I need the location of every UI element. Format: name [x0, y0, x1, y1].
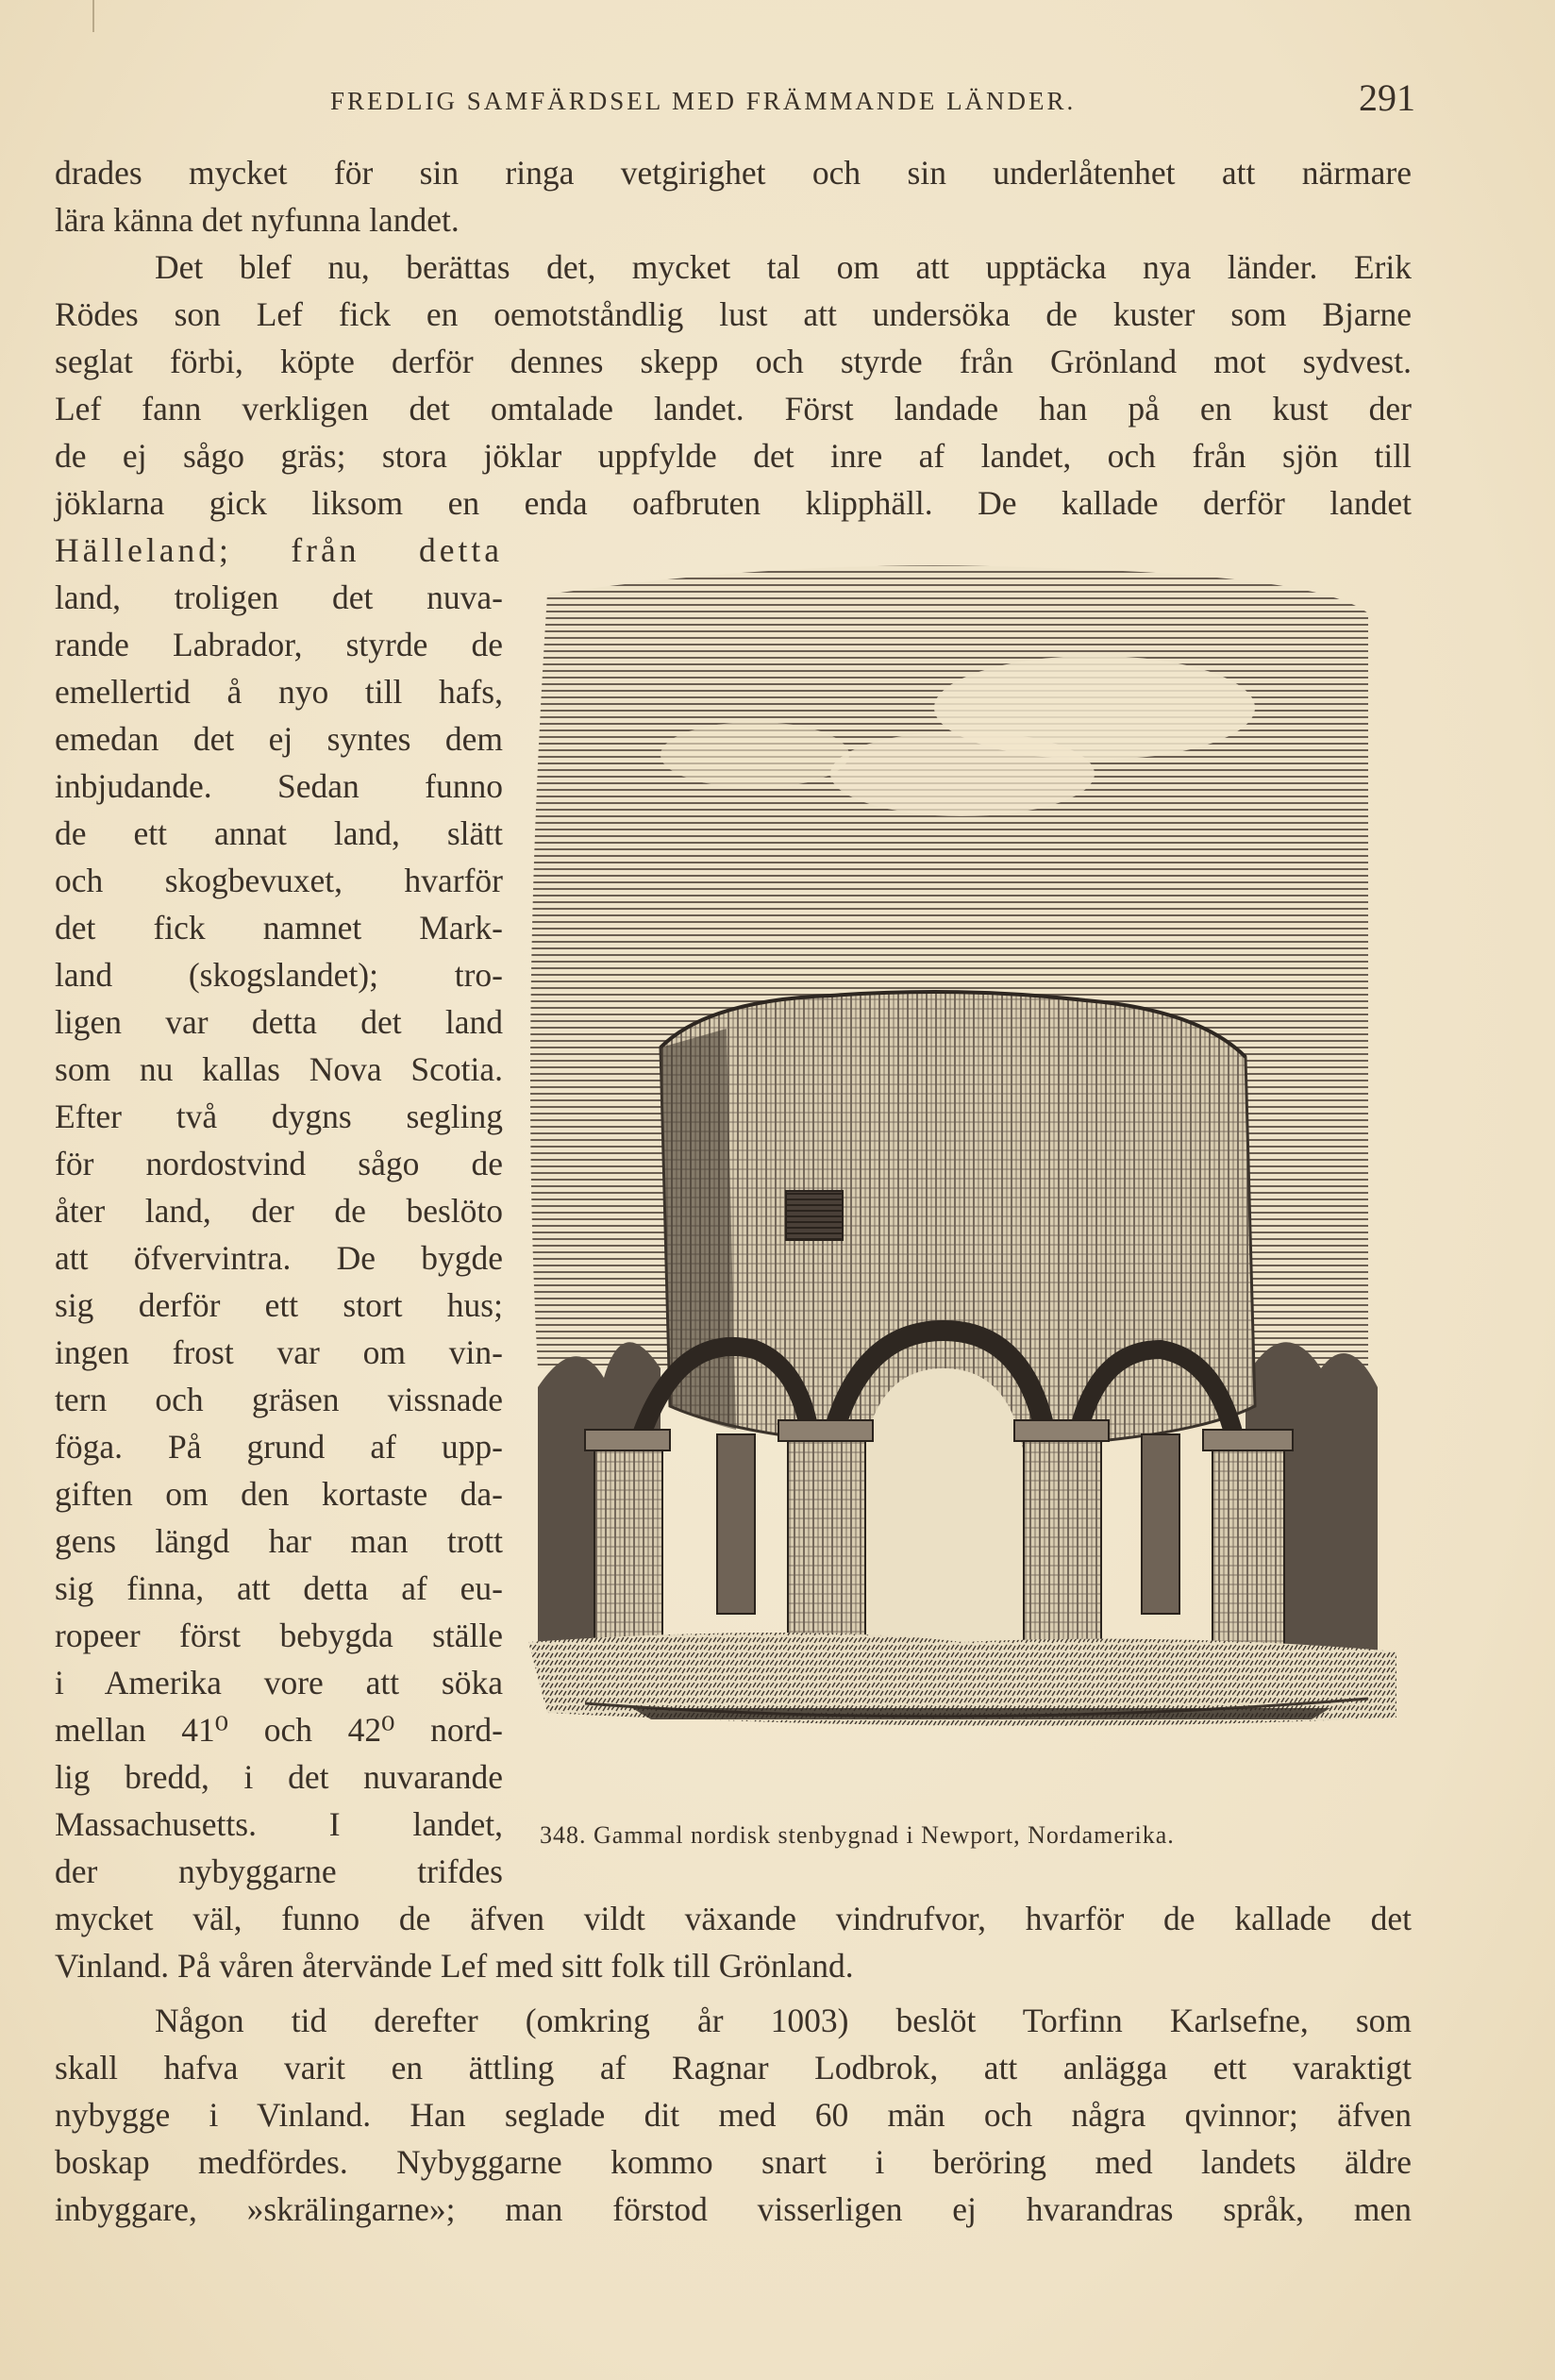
text-line: Lef fann verkligen det omtalade landet. Först landade han på en kust der — [55, 390, 1412, 427]
text-line: skall hafva varit en ättling af Ragnar Lodbrok, att anlägga ett varaktigt — [55, 2049, 1412, 2087]
text-line: lära känna det nyfunna landet. — [55, 201, 460, 239]
text-line: der nybyggarne trifdes — [55, 1852, 503, 1890]
text-line: Vinland. På våren återvände Lef med sitt folk till Grönland. — [55, 1947, 854, 1985]
text-line: som nu kallas Nova Scotia. — [55, 1050, 503, 1088]
text-line: drades mycket för sin ringa vetgirighet och sin underlåtenhet att närmare — [55, 154, 1412, 192]
text-line: sig derför ett stort hus; — [55, 1286, 503, 1324]
text-line: land, troligen det nuva- — [55, 578, 503, 616]
text-line: giften om den kortaste da- — [55, 1475, 503, 1513]
text-line: inbyggare, »skrälingarne»; man förstod visserligen ej hvarandras språk, men — [55, 2190, 1412, 2228]
text-line: det fick namnet Mark- — [55, 909, 503, 947]
text-line: emellertid å nyo till hafs, — [55, 673, 503, 711]
text-line: rande Labrador, styrde de — [55, 626, 503, 663]
page-header — [330, 75, 1415, 123]
figure-caption: 348. Gammal nordisk stenbygnad i Newport, Nordamerika. — [540, 1821, 1175, 1849]
text-line: ingen frost var om vin- — [55, 1333, 503, 1371]
text-line: sig finna, att detta af eu- — [55, 1569, 503, 1607]
text-line: för nordostvind sågo de — [55, 1145, 503, 1182]
text-line: lig bredd, i det nuvarande — [55, 1758, 503, 1796]
text-line: boskap medfördes. Nybyggarne kommo snart i beröring med landets äldre — [55, 2143, 1412, 2181]
text-line: och skogbevuxet, hvarför — [55, 862, 503, 899]
text-line: mellan 41⁰ och 42⁰ nord- — [55, 1711, 503, 1749]
text-line: de ej sågo gräs; stora jöklar uppfylde det inre af landet, och från sjön till — [55, 437, 1412, 475]
text-line: i Amerika vore att söka — [55, 1664, 503, 1701]
text-line: föga. På grund af upp- — [55, 1428, 503, 1466]
text-line: Någon tid derefter (omkring år 1003) beslöt Torfinn Karlsefne, som — [155, 2002, 1412, 2039]
text-line: nybygge i Vinland. Han seglade dit med 60 män och några qvinnor; äfven — [55, 2096, 1412, 2134]
text-line: land (skogslandet); tro- — [55, 956, 503, 994]
text-line: gens längd har man trott — [55, 1522, 503, 1560]
newport-tower-engraving — [519, 557, 1402, 1812]
text-line: ropeer först bebygda ställe — [55, 1617, 503, 1654]
text-line: jöklarna gick liksom en enda oafbruten klipphäll. De kallade derför landet — [55, 484, 1412, 522]
text-line: Massachusetts. I landet, — [55, 1805, 503, 1843]
text-line: åter land, der de beslöto — [55, 1192, 503, 1230]
page-edge-mark — [92, 0, 94, 32]
running-head: FREDLIG SAMFÄRDSEL MED FRÄMMANDE LÄNDER. — [330, 87, 1077, 115]
text-line: emedan det ej syntes dem — [55, 720, 503, 758]
text-line: de ett annat land, slätt — [55, 814, 503, 852]
text-line: att öfvervintra. De bygde — [55, 1239, 503, 1277]
text-line: ligen var detta det land — [55, 1003, 503, 1041]
text-line: Rödes son Lef fick en oemotståndlig lust att undersöka de kuster som Bjarne — [55, 295, 1412, 333]
text-line: Hälleland; från detta — [55, 531, 503, 569]
page-number: 291 — [1359, 76, 1415, 119]
text-line: seglat förbi, köpte derför dennes skepp och styrde från Grönland mot sydvest. — [55, 343, 1412, 380]
text-line: tern och gräsen vissnade — [55, 1381, 503, 1418]
text-line: inbjudande. Sedan funno — [55, 767, 503, 805]
text-line: Efter två dygns segling — [55, 1098, 503, 1135]
text-line: Det blef nu, berättas det, mycket tal om att upptäcka nya länder. Erik — [155, 248, 1412, 286]
text-line: mycket väl, funno de äfven vildt växande vindrufvor, hvarför de kallade det — [55, 1900, 1412, 1937]
